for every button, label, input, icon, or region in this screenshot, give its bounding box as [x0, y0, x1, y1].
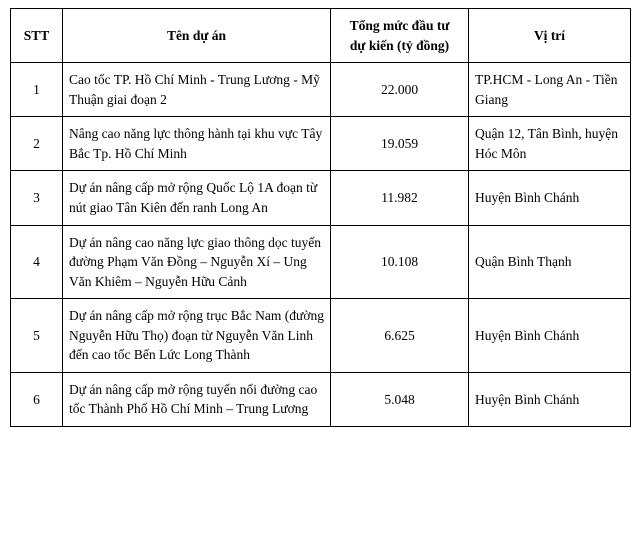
column-header-stt: STT [11, 9, 63, 63]
cell-project-name: Dự án nâng cấp mở rộng Quốc Lộ 1A đoạn từ nút giao Tân Kiên đến ranh Long An [63, 171, 331, 225]
cell-investment: 10.108 [331, 225, 469, 299]
table-body [11, 63, 631, 427]
column-header-investment-line2: dự kiến (tỷ đồng) [349, 37, 450, 53]
table-header [11, 9, 631, 63]
cell-investment: 5.048 [331, 372, 469, 426]
table-row [11, 63, 631, 117]
table-row [11, 117, 631, 171]
cell-project-name: Cao tốc TP. Hồ Chí Minh - Trung Lương - Mỹ Thuận giai đoạn 2 [63, 63, 331, 117]
cell-project-name: Dự án nâng cấp mở rộng tuyến nối đường cao tốc Thành Phố Hồ Chí Minh – Trung Lương [63, 372, 331, 426]
cell-investment: 22.000 [331, 63, 469, 117]
cell-investment: 19.059 [331, 117, 469, 171]
cell-stt: 6 [11, 372, 63, 426]
cell-stt: 3 [11, 171, 63, 225]
table-row [11, 225, 631, 299]
cell-investment: 11.982 [331, 171, 469, 225]
cell-stt: 4 [11, 225, 63, 299]
column-header-investment [331, 9, 469, 63]
cell-location: Huyện Bình Chánh [469, 372, 631, 426]
table-row [11, 171, 631, 225]
table-row [11, 299, 631, 373]
projects-table [10, 8, 631, 427]
cell-project-name: Nâng cao năng lực thông hành tại khu vực Tây Bắc Tp. Hồ Chí Minh [63, 117, 331, 171]
cell-location: Quận Bình Thạnh [469, 225, 631, 299]
cell-project-name: Dự án nâng cấp mở rộng trục Bắc Nam (đường Nguyễn Hữu Thọ) đoạn từ Nguyễn Văn Linh đến cao tốc Bến Lức Long Thành [63, 299, 331, 373]
column-header-project-name: Tên dự án [63, 9, 331, 63]
column-header-location: Vị trí [469, 9, 631, 63]
cell-investment: 6.625 [331, 299, 469, 373]
cell-location: TP.HCM - Long An - Tiền Giang [469, 63, 631, 117]
cell-stt: 5 [11, 299, 63, 373]
cell-stt: 2 [11, 117, 63, 171]
column-header-investment-line1: Tổng mức đầu tư [349, 18, 450, 33]
cell-project-name: Dự án nâng cao năng lực giao thông dọc tuyến đường Phạm Văn Đồng – Nguyễn Xí – Ung Văn Khiêm – Nguyễn Hữu Cảnh [63, 225, 331, 299]
header-row [11, 9, 631, 63]
cell-location: Quận 12, Tân Bình, huyện Hóc Môn [469, 117, 631, 171]
cell-location: Huyện Bình Chánh [469, 299, 631, 373]
table-row [11, 372, 631, 426]
cell-stt: 1 [11, 63, 63, 117]
cell-location: Huyện Bình Chánh [469, 171, 631, 225]
